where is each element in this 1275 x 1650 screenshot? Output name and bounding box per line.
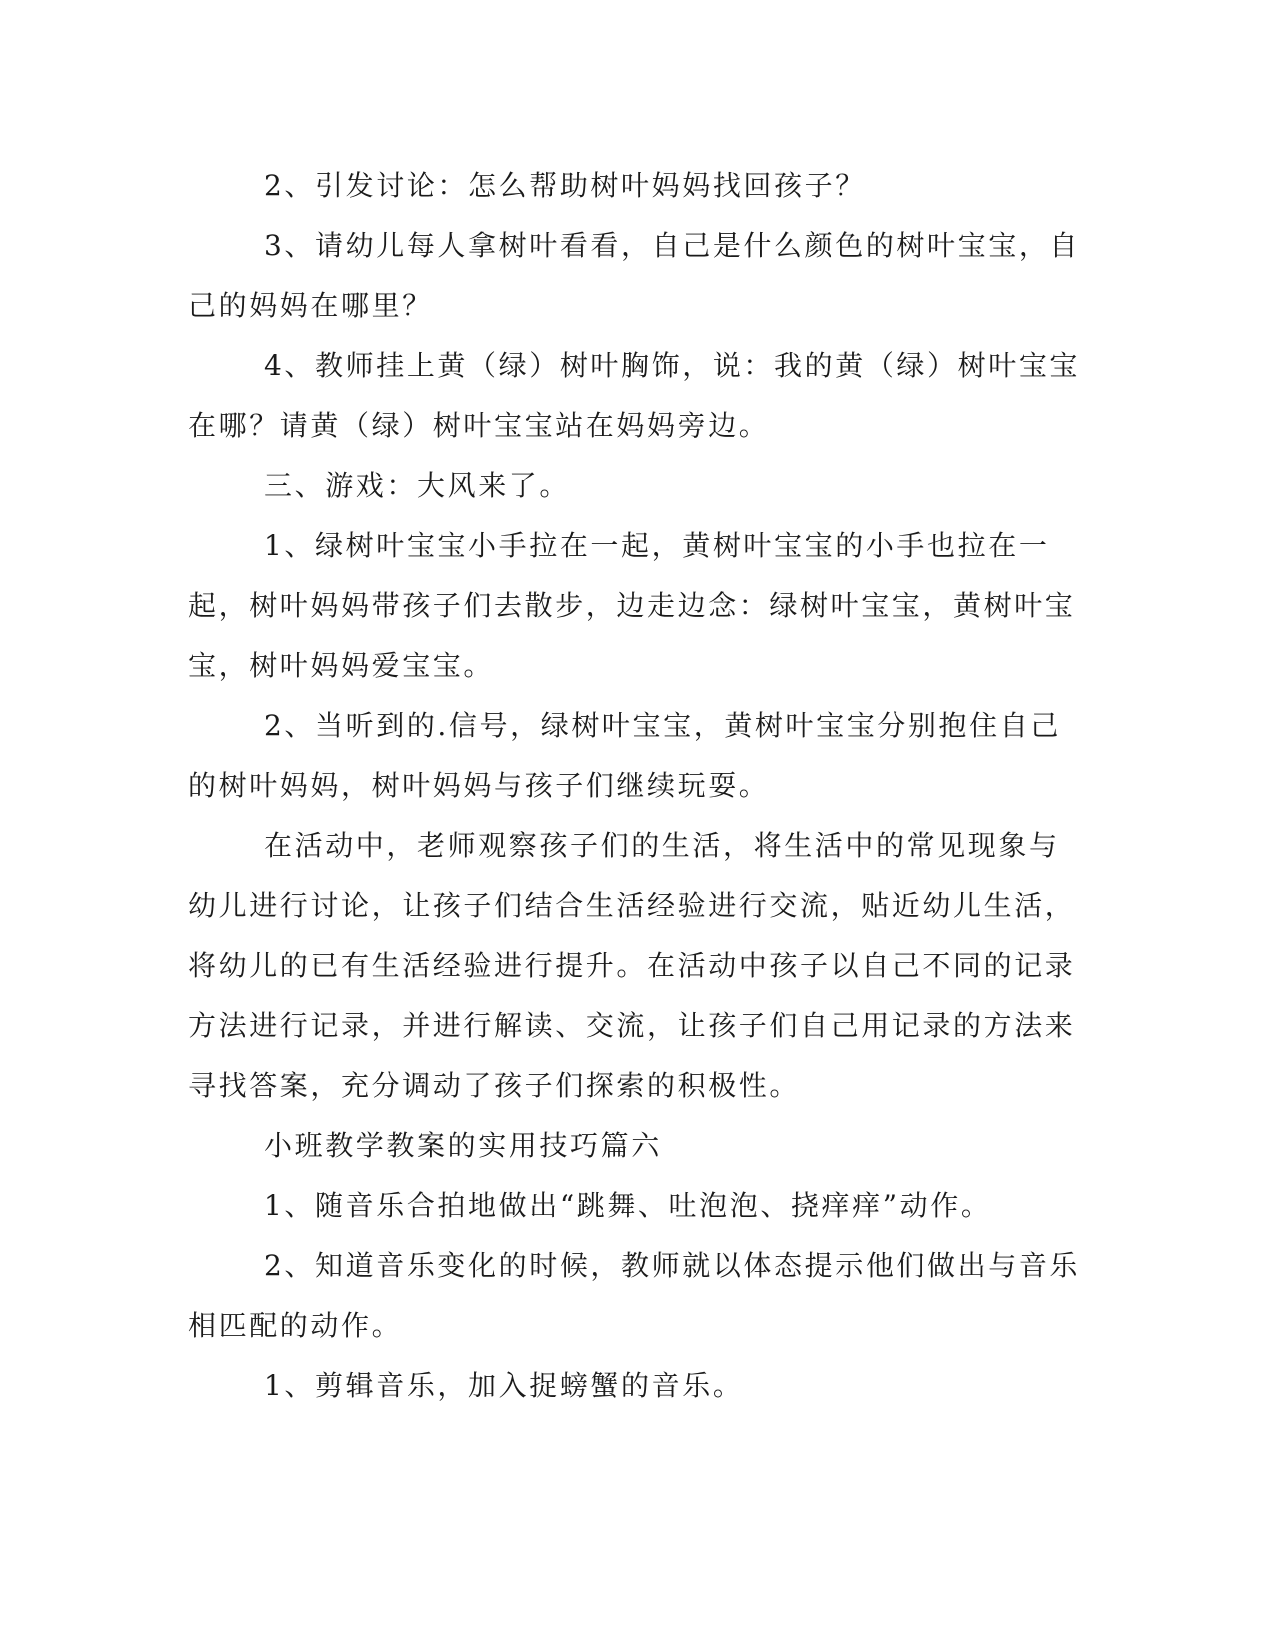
paragraph-reflection: 在活动中，老师观察孩子们的生活，将生活中的常见现象与幼儿进行讨论，让孩子们结合生活经验进行交流，贴近幼儿生活，将幼儿的已有生活经验进行提升。在活动中孩子以自己不同的记录方法进行记录，并进行解读、交流，让孩子们自己用记录的方法来寻找答案，充分调动了孩子们探索的积极性。 — [188, 829, 1076, 1102]
paragraph-leaf-color: 3、请幼儿每人拿树叶看看，自己是什么颜色的树叶宝宝，自己的妈妈在哪里？ — [188, 229, 1081, 322]
paragraph-game-step-1: 1、绿树叶宝宝小手拉在一起，黄树叶宝宝的小手也拉在一起，树叶妈妈带孩子们去散步，边走边念：绿树叶宝宝，黄树叶宝宝，树叶妈妈爱宝宝。 — [188, 529, 1076, 682]
paragraph-goal-2: 2、知道音乐变化的时候，教师就以体态提示他们做出与音乐相匹配的动作。 — [188, 1249, 1081, 1342]
paragraph-discussion-question: 2、引发讨论：怎么帮助树叶妈妈找回孩子？ — [264, 169, 866, 202]
paragraph-goal-1: 1、随音乐合拍地做出“跳舞、吐泡泡、挠痒痒”动作。 — [264, 1189, 992, 1222]
document-body — [188, 156, 1088, 1416]
paragraph-preparation-1: 1、剪辑音乐，加入捉螃蟹的音乐。 — [264, 1369, 744, 1402]
section-heading-game: 三、游戏：大风来了。 — [264, 469, 571, 502]
paragraph-teacher-badge: 4、教师挂上黄（绿）树叶胸饰，说：我的黄（绿）树叶宝宝在哪？请黄（绿）树叶宝宝站在妈妈旁边。 — [188, 349, 1081, 442]
section-heading-part-six: 小班教学教案的实用技巧篇六 — [264, 1129, 662, 1162]
paragraph-game-step-2: 2、当听到的.信号，绿树叶宝宝，黄树叶宝宝分别抱住自己的树叶妈妈，树叶妈妈与孩子们继续玩耍。 — [188, 709, 1061, 802]
